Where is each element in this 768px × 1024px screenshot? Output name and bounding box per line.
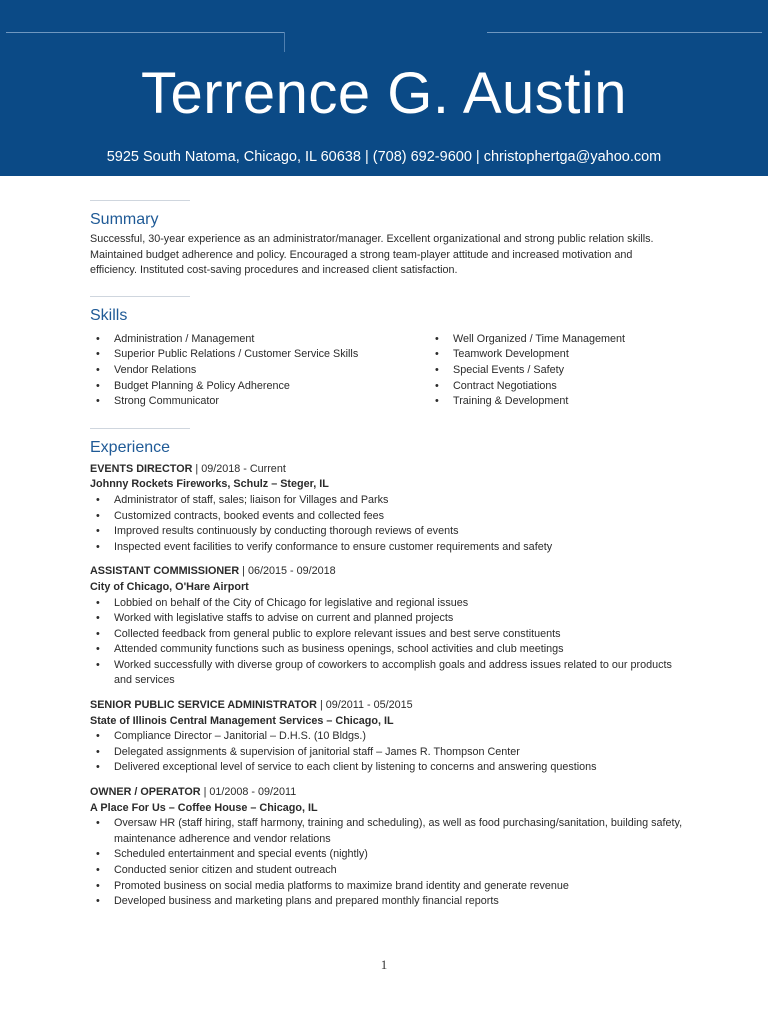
job-title: SENIOR PUBLIC SERVICE ADMINISTRATOR	[90, 699, 317, 712]
skill-item: • Teamwork Development	[429, 347, 689, 363]
skill-item: • Budget Planning & Policy Adherence	[90, 379, 429, 395]
job-bullet: • Collected feedback from general public to explore relevant issues and best serve constituents	[90, 627, 690, 643]
job-organization: City of Chicago, O'Hare Airport	[90, 580, 249, 593]
job-dates: | 06/2015 - 09/2018	[239, 565, 336, 578]
job-heading	[90, 564, 690, 580]
job-bullet: • Inspected event facilities to verify conformance to ensure customer requirements and safety	[90, 540, 690, 556]
skills-columns	[90, 332, 690, 410]
job-bullets	[90, 816, 690, 910]
job-bullet: • Customized contracts, booked events and collected fees	[90, 509, 690, 525]
contact-line: 5925 South Natoma, Chicago, IL 60638 | (708) 692-9600 | christophertga@yahoo.com	[106, 149, 662, 165]
job-title: OWNER / OPERATOR	[90, 786, 201, 799]
header-divider-left	[6, 32, 284, 33]
job-heading	[90, 698, 690, 714]
job-bullet: • Improved results continuously by conducting thorough reviews of events	[90, 524, 690, 540]
experience-heading: Experience	[90, 438, 171, 456]
job-title: ASSISTANT COMMISSIONER	[90, 565, 240, 578]
job-dates: | 09/2018 - Current	[192, 462, 286, 475]
job-bullets	[90, 596, 690, 690]
job-title: EVENTS DIRECTOR	[90, 462, 193, 475]
skills-heading: Skills	[90, 306, 128, 324]
header-divider-right	[487, 32, 762, 33]
skill-item: • Strong Communicator	[90, 394, 429, 410]
job-entry	[90, 698, 690, 776]
job-entry	[90, 462, 690, 556]
skills-section	[90, 296, 690, 410]
job-bullet: • Oversaw HR (staff hiring, staff harmony, training and scheduling), as well as food purchasing/sanitation, building safety, maintenance adherence and vendor relations	[90, 816, 690, 847]
summary-section	[90, 200, 690, 279]
summary-heading: Summary	[90, 211, 159, 228]
job-dates: | 01/2008 - 09/2011	[200, 786, 297, 799]
job-bullet: • Delivered exceptional level of service to each client by listening to concerns and answering questions	[90, 760, 690, 776]
summary-text: Successful, 30-year experience as an administrator/manager. Excellent organizational and strong public relation skills. Maintained budget adherence and policy. Encouraged a strong team-player attitude and increased motivation and efficiency. Instituted cost-saving procedures and increased client satisfaction.	[90, 233, 654, 277]
skill-item: • Well Organized / Time Management	[429, 332, 689, 348]
job-bullet: • Delegated assignments & supervision of janitorial staff – James R. Thompson Center	[90, 745, 690, 761]
job-organization: A Place For Us – Coffee House – Chicago, IL	[90, 801, 318, 814]
job-bullet: • Conducted senior citizen and student outreach	[90, 863, 690, 879]
job-bullets	[90, 493, 690, 555]
page-number: 1	[380, 957, 388, 972]
skills-list-left	[90, 332, 429, 410]
header-banner	[0, 0, 768, 176]
job-bullet: • Attended community functions such as business openings, school activities and club meetings	[90, 642, 690, 658]
job-bullet: • Worked successfully with diverse group of coworkers to accomplish goals and address issues related to our products and services	[90, 658, 690, 689]
resume-content	[90, 200, 690, 919]
skill-item: • Superior Public Relations / Customer Service Skills	[90, 347, 429, 363]
job-organization: State of Illinois Central Management Services – Chicago, IL	[90, 714, 394, 727]
job-bullet: • Administrator of staff, sales; liaison for Villages and Parks	[90, 493, 690, 509]
job-dates: | 09/2011 - 05/2015	[316, 699, 413, 712]
experience-section	[90, 428, 690, 910]
header-divider-tick	[284, 32, 285, 52]
job-bullet: • Scheduled entertainment and special events (nightly)	[90, 847, 690, 863]
job-entry	[90, 785, 690, 910]
job-heading	[90, 462, 690, 478]
job-bullet: • Promoted business on social media platforms to maximize brand identity and generate revenue	[90, 879, 690, 895]
job-heading	[90, 785, 690, 801]
skill-item: • Special Events / Safety	[429, 363, 689, 379]
job-bullets	[90, 729, 690, 776]
job-bullet: • Compliance Director – Janitorial – D.H.S. (10 Bldgs.)	[90, 729, 690, 745]
section-divider	[90, 200, 190, 201]
job-entry	[90, 564, 690, 689]
job-bullet: • Developed business and marketing plans and prepared monthly financial reports	[90, 894, 690, 910]
skill-item: • Contract Negotiations	[429, 379, 689, 395]
skills-list-right	[429, 332, 689, 410]
job-organization: Johnny Rockets Fireworks, Schulz – Steger, IL	[90, 478, 329, 491]
section-divider	[90, 296, 190, 297]
skill-item: • Administration / Management	[90, 332, 429, 348]
skill-item: • Training & Development	[429, 394, 689, 410]
job-bullet: • Lobbied on behalf of the City of Chicago for legislative and regional issues	[90, 596, 690, 612]
candidate-name: Terrence G. Austin	[140, 61, 628, 126]
section-divider	[90, 428, 190, 429]
job-bullet: • Worked with legislative staffs to advise on current and planned projects	[90, 611, 690, 627]
skill-item: • Vendor Relations	[90, 363, 429, 379]
